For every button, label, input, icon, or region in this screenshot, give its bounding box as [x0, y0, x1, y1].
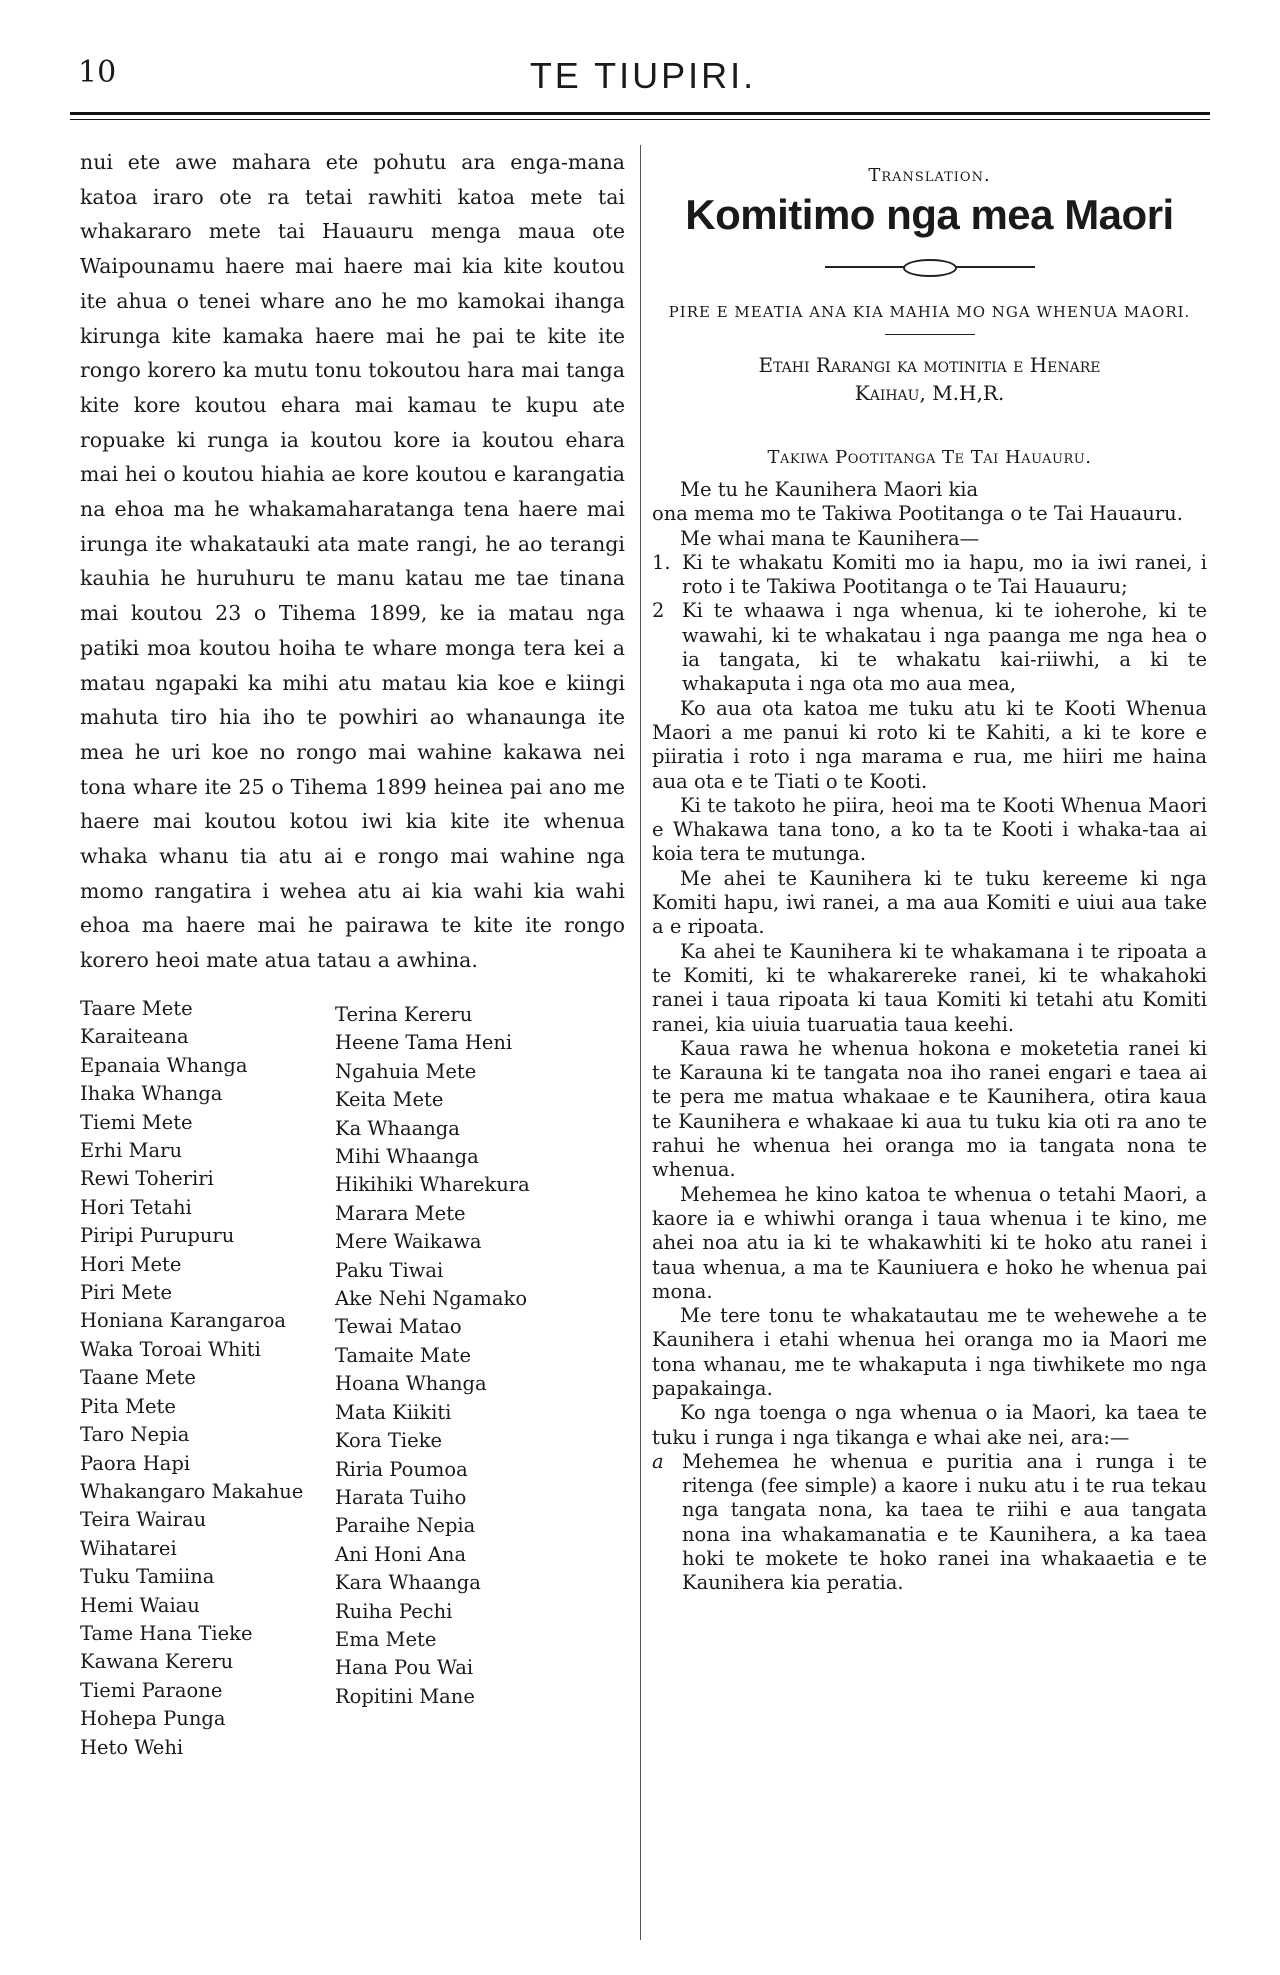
signatory-a-name: Karaiteana: [80, 1025, 189, 1049]
list-item-1-text: Ki te whakatu Komiti mo ia hapu, mo ia iwi ranei, i roto i te Takiwa Pootitanga o te Tai Hauauru;: [682, 550, 1207, 599]
maori-letter-body: nui ete awe mahara ete pohutu ara enga-mana katoa iraro ote ra tetai rawhiti katoa mete tai whakararo mete tai Hauauru menga maua ote Waipounamu haere mai haere mai kia kite koutou ite ahua o tenei whare ano he mo kamokai ihanga kirunga kite kamaka haere mai he pai te kite ite rongo korero ka mutu tonu tokoutou hara mai tanga kite kore koutou ehara mai kamau te kupu ate ropuake ki runga ia koutou kore ia koutou ehara mai hei o koutou hiahia ae kore koutou e karangatia na ehoa ma he whakamaharatanga tena haere mai irunga ite whakatauki ata mate rangi, he ao terangi kauhia he huruhuru te manu katau me tae tinana mai koutou 23 o Tihema 1899, ke ia matau nga patiki moa koutou hoiha te whare monga tera kei a matau ngapaki ka mihi atu matau kia koe e kiingi mahuta tiro hia iho te powhiri ao whanaunga ite mea he uri koe no rongo mai wahine kakawa nei tona whare ite 25 o Tihema 1899 heinea pai ano me haere mai koutou kotou iwi kia kite ite whenua whaka whanu tia atu ai e rongo mai wahine nga momo rangatira i wehea atu ai kia wahi kia wahi ehoa ma haere mai he pairawa te kite ite rongo korero heoi mate atua tatau a awhina.: [80, 150, 625, 973]
signatory-a-name: Tiemi Paraone: [80, 1678, 223, 1702]
masthead-title: TE TIUPIRI.: [529, 55, 757, 96]
short-rule: [885, 334, 975, 335]
signatory-a-name: Hori Tetahi: [80, 1195, 192, 1219]
list-item-2-number: 2: [652, 599, 665, 623]
paragraph-8: Mehemea he kino katoa te whenua o tetahi Maori, a kaore ia e whiwhi oranga i taua whenua i te kino, me ahei noa atu ia ki te whakawhiti ki te hoko atu ranei i taua whenua, a ma te Kauniuera e hoko he whenua pai mona.: [652, 1182, 1207, 1303]
paragraph-10: Ko nga toenga o nga whenua o ia Maori, ka taea te tuku i runga i nga tikanga e whai ake nei, ara:—: [652, 1401, 1207, 1449]
left-column: [80, 145, 625, 978]
signatory-a-name: Erhi Maru: [80, 1139, 183, 1163]
signatory-b-name: Mata Kiikiti: [335, 1400, 452, 1424]
page-header: [78, 55, 1208, 105]
signatory-a-name: Kawana Kereru: [80, 1650, 234, 1674]
signatory-b-name: Ani Honi Ana: [335, 1542, 467, 1566]
signatory-b-name: Ema Mete: [335, 1627, 437, 1651]
header-rule-thick: [70, 112, 1210, 115]
signatory-a-name: Piri Mete: [80, 1281, 172, 1305]
list-item-a: [652, 1450, 1207, 1596]
bill-authors-line-2: Kaihau, M.H,R.: [854, 381, 1005, 405]
paragraph-1a: Me tu he Kaunihera Maori kia: [680, 478, 979, 501]
signatory-b-name: Mere Waikawa: [335, 1230, 482, 1254]
signatory-b-name: Kora Tieke: [335, 1429, 443, 1453]
signatory-b-name: Ka Whaanga: [335, 1116, 460, 1140]
signatory-b-name: Tamaite Mate: [335, 1343, 472, 1367]
bill-authors-line-1: Etahi Rarangi ka motinitia e Henare: [758, 353, 1101, 377]
signatory-b-name: Marara Mete: [335, 1201, 466, 1225]
paragraph-3: Ko aua ota katoa me tuku atu ki te Kooti Whenua Maori a me panui ki roto ki te Kahiti, a ki te kore e piiratia i roto i nga marama e rua, me hiiri me haina aua ota e te Tiati o te Kooti.: [652, 696, 1207, 793]
signatory-b-name: Keita Mete: [335, 1088, 444, 1112]
translation-label: Translation.: [868, 165, 991, 186]
signatory-b-name: Tewai Matao: [335, 1315, 462, 1339]
signatory-a-name: Taro Nepia: [80, 1423, 190, 1447]
signatory-a-name: Waka Toroai Whiti: [80, 1337, 261, 1361]
paragraph-5: Me ahei te Kaunihera ki te tuku kereeme ki nga Komiti hapu, iwi ranei, a ma aua Komiti e uiui aua take a e ripoata.: [652, 866, 1207, 939]
signatory-b-name: Paraihe Nepia: [335, 1514, 476, 1538]
right-column: [652, 150, 1207, 1596]
paragraph-4: Ki te takoto he piira, heoi ma te Kooti Whenua Maori e Whakawa tana tono, a ko ta te Kooti i whaka-taa ai koia tera te mutunga.: [652, 793, 1207, 866]
signatory-a-name: Whakangaro Makahue: [80, 1479, 304, 1503]
signatory-b-name: Paku Tiwai: [335, 1258, 444, 1282]
signatory-a-name: Hori Mete: [80, 1252, 182, 1276]
district-heading: Takiwa Pootitanga Te Tai Hauauru.: [767, 447, 1092, 468]
signatory-a-name: Taane Mete: [80, 1366, 196, 1390]
signatory-a-name: Tiemi Mete: [80, 1110, 193, 1134]
paragraph-2: Me whai mana te Kaunihera—: [680, 526, 980, 550]
signatory-b-name: Riria Poumoa: [335, 1457, 468, 1481]
signatory-b-name: Ngahuia Mete: [335, 1059, 477, 1083]
paragraph-6: Ka ahei te Kaunihera ki te whakamana i te ripoata a te Komiti, ki te whakarereke ranei, ki te whakahoki ranei i taua ripoata ki taua Komiti ki tetahi atu Komiti ranei, kia uiuia tuaruatia taua keehi.: [652, 939, 1207, 1036]
page-number: 10: [78, 55, 117, 90]
article-title: Komitimo nga mea Maori: [685, 191, 1174, 238]
bill-subheading: PIRE E MEATIA ANA KIA MAHIA MO NGA WHENUA MAORI.: [668, 303, 1191, 321]
signatory-a-name: Taare Mete: [80, 997, 193, 1020]
signatory-a-name: Heto Wehi: [80, 1735, 184, 1759]
column-divider: [640, 145, 641, 1940]
signatory-a-name: Teira Wairau: [80, 1508, 207, 1532]
signatory-b-name: Hikihiki Wharekura: [335, 1173, 530, 1197]
signatories-column-b: [335, 1001, 605, 1711]
signatory-b-name: Mihi Whaanga: [335, 1145, 479, 1169]
signatory-a-name: Hohepa Punga: [80, 1707, 226, 1731]
signatory-a-name: Rewi Toheriri: [80, 1167, 214, 1191]
signatory-a-name: Epanaia Whanga: [80, 1053, 248, 1077]
signatory-a-name: Paora Hapi: [80, 1451, 191, 1475]
signatory-a-name: Wihatarei: [80, 1536, 177, 1560]
translation-body: [652, 478, 1207, 1596]
signatory-a-name: Tame Hana Tieke: [80, 1621, 253, 1645]
signatory-b-name: Hoana Whanga: [335, 1372, 487, 1396]
signatory-b-name: Heene Tama Heni: [335, 1031, 513, 1055]
signatory-b-name: Kara Whaanga: [335, 1571, 481, 1595]
signatory-b-name: Ropitini Mane: [335, 1684, 475, 1708]
list-item-2: [652, 599, 1207, 696]
list-item-a-letter: a: [652, 1449, 664, 1473]
signatory-b-name: Harata Tuiho: [335, 1485, 467, 1509]
list-item-1-number: 1.: [652, 550, 671, 574]
list-item-1: [652, 551, 1207, 600]
signatory-a-name: Ihaka Whanga: [80, 1082, 223, 1106]
signatory-a-name: Tuku Tamiina: [80, 1565, 215, 1589]
list-item-a-text: Mehemea he whenua e puritia ana i runga i te ritenga (fee simple) a kaore i nuku atu i te rua tekau nga tangata nona, ka taea te riihi e aua tangata nona ina whakamanatia e te Kaunihera, a ka taea hoki te mokete te hoko ranei ina whakaaetia e te Kaunihera kia peratia.: [682, 1449, 1207, 1595]
signatory-a-name: Pita Mete: [80, 1394, 176, 1418]
signatory-a-name: Honiana Karangaroa: [80, 1309, 287, 1333]
bill-authors: [652, 351, 1207, 407]
signatory-b-name: Ruiha Pechi: [335, 1599, 453, 1623]
paragraph-9: Me tere tonu te whakatautau me te wehewehe a te Kaunihera i etahi whenua hei oranga mo ia Maori me tona whanau, me te whakaputa i nga tiwhikete mo nga papakainga.: [652, 1304, 1207, 1400]
signatory-b-name: Hana Pou Wai: [335, 1656, 474, 1680]
signatory-a-name: Hemi Waiau: [80, 1593, 200, 1617]
signatory-a-name: Piripi Purupuru: [80, 1224, 235, 1248]
list-item-2-text: Ki te whaawa i nga whenua, ki te ioherohe, ki te wawahi, ki te whakatau i nga paanga me nga hea o ia tangata, ki te whakatu kai-riiwhi, a ki te whakaputa i nga ota mo aua mea,: [682, 599, 1207, 696]
signatory-b-name: Terina Kereru: [335, 1003, 473, 1026]
signatories-column-a: [80, 995, 330, 1762]
header-rule-thin: [70, 119, 1210, 120]
paragraph-1b: ona mema mo te Takiwa Pootitanga o te Tai Hauauru.: [652, 502, 1183, 526]
signatory-b-name: Ake Nehi Ngamako: [335, 1287, 528, 1311]
paragraph-7: Kaua rawa he whenua hokona e moketetia ranei ki te Karauna ki te tangata noa iho ranei engari e taea ai te pera me matua whakaae e te Kaunihera, otira kaua te Kaunihera e whakaae ki aua tu tuku kia oti ra ano te rahui he whenua hei oranga mo ia tangata nona te whenua.: [652, 1036, 1207, 1182]
ornament-divider: [825, 258, 1035, 276]
